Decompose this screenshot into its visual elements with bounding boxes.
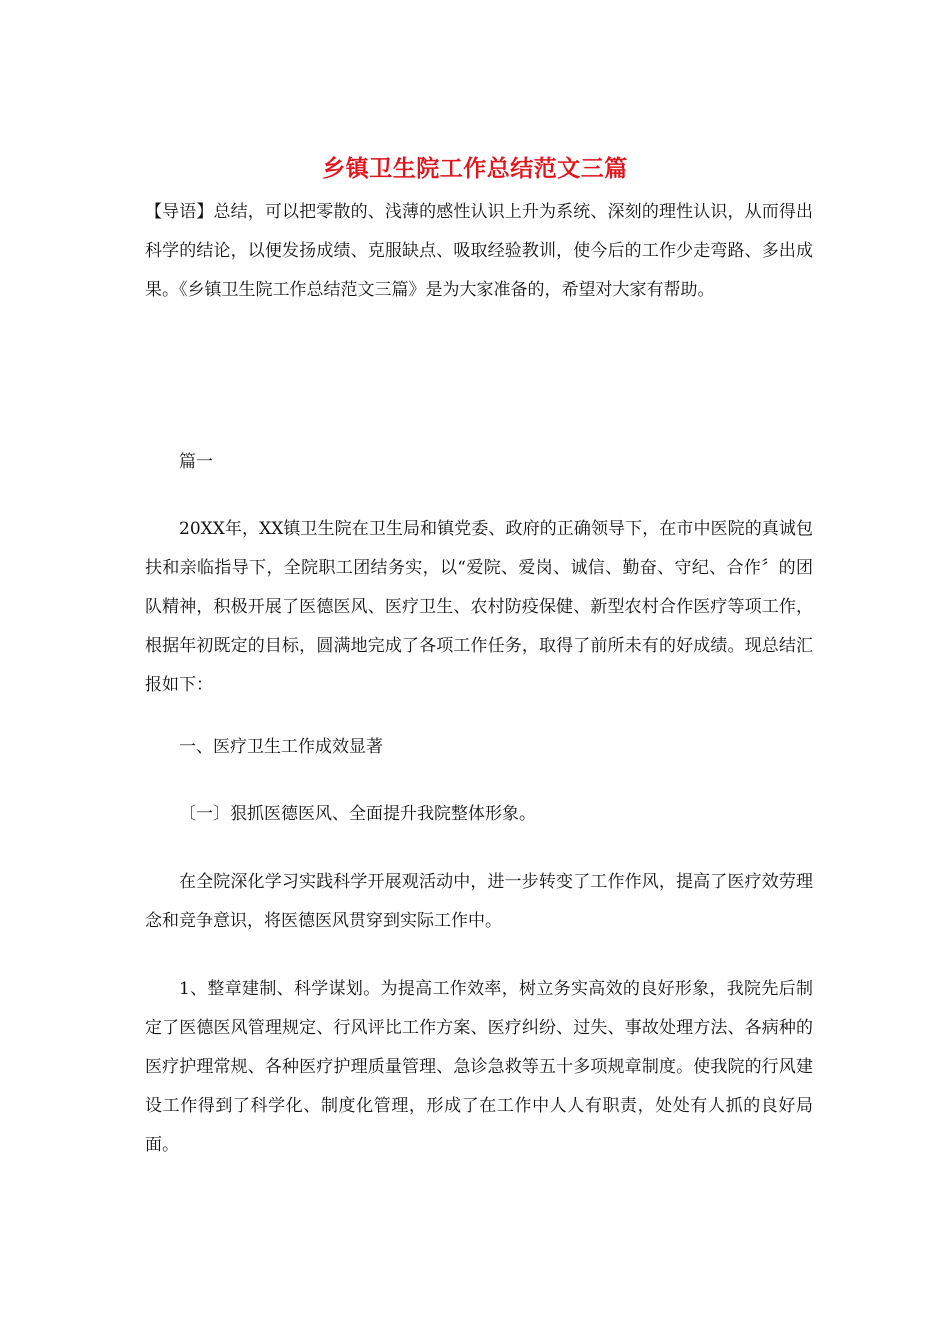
section-heading-1: 一、医疗卫生工作成效显著 <box>179 737 383 757</box>
intro-paragraph: 【导语】总结，可以把零散的、浅薄的感性认识上升为系统、深刻的理性认识，从而得出科学的结论，以便发扬成绩、克服缺点、吸取经验教训，使今后的工作少走弯路、多出成果。《乡镇卫生院工作总结范文三篇》是为大家准备的，希望对大家有帮助。 <box>145 202 813 300</box>
body-paragraph-3: 1、整章建制、科学谋划。为提高工作效率，树立务实高效的良好形象，我院先后制定了医德医风管理规定、行风评比工作方案、医疗纠纷、过失、事故处理方法、各病种的医疗护理常规、各种医疗护理质量管理、急诊急救等五十多项规章制度。使我院的行风建设工作得到了科学化、制度化管理，形成了在工作中人人有职责，处处有人抓的良好局面。 <box>145 979 813 1155</box>
body-paragraph-1: 20XX年，XX镇卫生院在卫生局和镇党委、政府的正确领导下，在市中医院的真诚包扶和亲临指导下，全院职工团结务实，以“爱院、爱岗、诚信、勤奋、守纪、合作〞的团队精神，积极开展了医德医风、医疗卫生、农村防疫保健、新型农村合作医疗等项工作，根据年初既定的目标，圆满地完成了各项工作任务，取得了前所未有的好成绩。现总结汇报如下： <box>145 519 813 695</box>
document-title: 乡镇卫生院工作总结范文三篇 <box>322 155 628 182</box>
body-paragraph-2: 在全院深化学习实践科学开展观活动中，进一步转变了工作作风，提高了医疗效劳理念和竞争意识，将医德医风贯穿到实际工作中。 <box>145 872 813 931</box>
section-label: 篇一 <box>179 452 213 472</box>
subsection-heading-1-1: 〔一〕狠抓医德医风、全面提升我院整体形象。 <box>179 804 536 824</box>
